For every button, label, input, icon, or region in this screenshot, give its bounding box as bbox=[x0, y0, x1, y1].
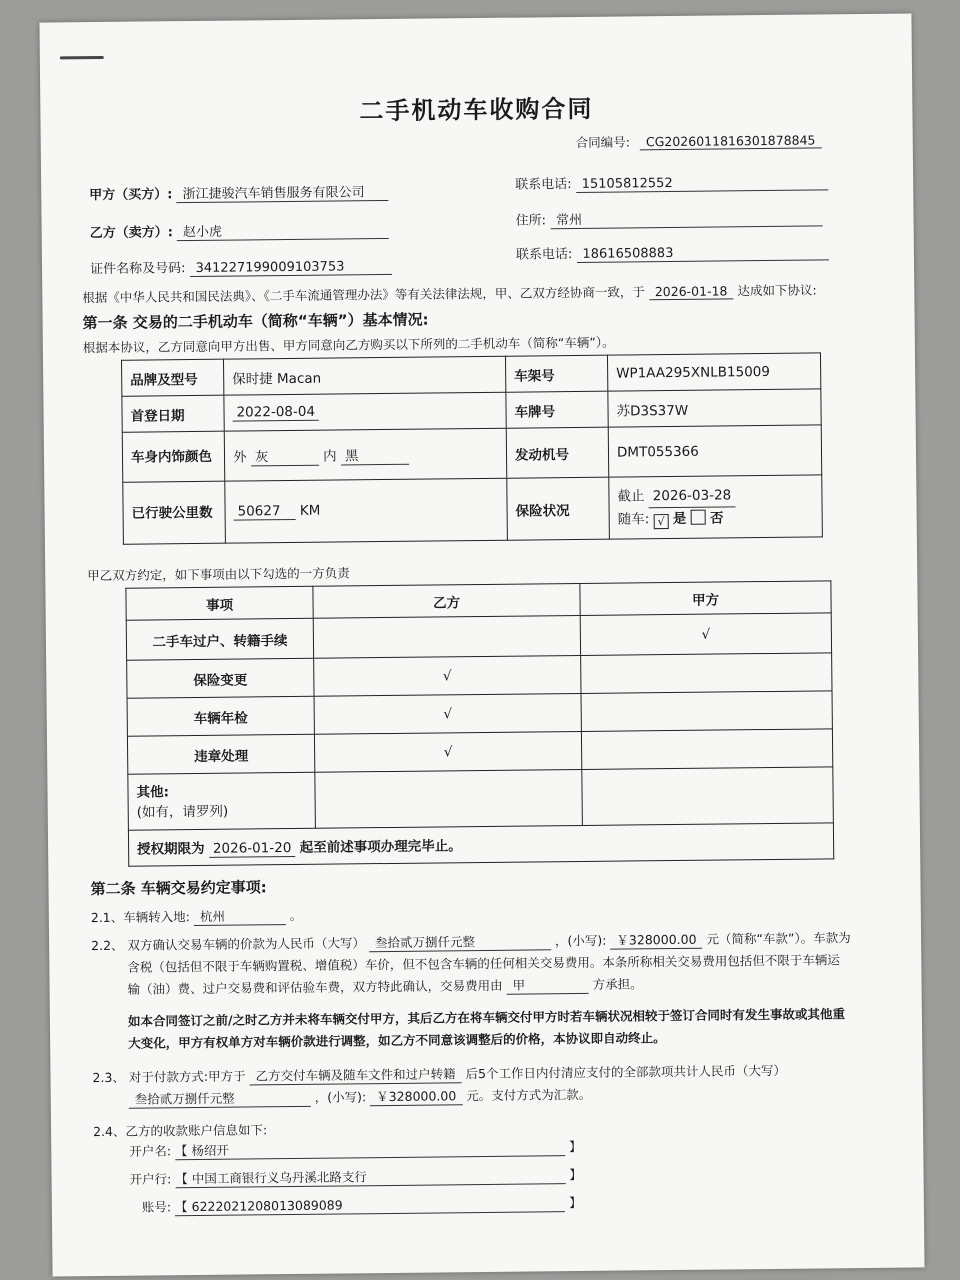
row-a-check bbox=[581, 653, 832, 694]
insurance-label: 保险状况 bbox=[507, 477, 610, 540]
col-party-a: 甲方 bbox=[580, 581, 831, 616]
deadline-date: 2026-01-20 bbox=[209, 840, 296, 858]
bank-row: 开户行: 【 中国工商银行义乌丹溪北路支行 】 bbox=[129, 1166, 582, 1187]
row-item: 违章处理 bbox=[127, 734, 314, 774]
engine-label: 发动机号 bbox=[506, 427, 609, 478]
price-upper: 叁拾贰万捌仟元整 bbox=[369, 931, 551, 952]
clause-2-3-line2: 叁拾贰万捌仟元整 ，(小写): ￥328000.00 元。支付方式为汇款。 bbox=[129, 1085, 592, 1109]
row-b-check: √ bbox=[314, 655, 581, 696]
row-a-check bbox=[581, 729, 832, 770]
party-b-id-row: 证件名称及号码: 341227199009103753 bbox=[90, 255, 392, 278]
vehicle-info-table bbox=[121, 352, 823, 544]
responsibility-table bbox=[125, 580, 834, 866]
contract-title: 二手机动车收购合同 bbox=[359, 94, 594, 126]
payment-lower: ￥328000.00 bbox=[370, 1086, 462, 1106]
plate-value: 苏D3S37W bbox=[608, 389, 821, 427]
color-label: 车身内饰颜色 bbox=[122, 431, 225, 482]
clause-2-2-line2: 含税（包括但不限于车辆购置税、增值税）车价，但不包含车辆的任何相关交易费用。本条所称相关交易费用包括但不限于车辆运 bbox=[127, 952, 840, 975]
party-a-row: 甲方（买方）: 浙江捷骏汽车销售服务有限公司 bbox=[89, 181, 389, 204]
col-party-b: 乙方 bbox=[313, 583, 580, 618]
party-b-row: 乙方（卖方）: 赵小虎 bbox=[90, 219, 390, 242]
price-lower: ￥328000.00 bbox=[610, 930, 702, 950]
brand-label: 品牌及型号 bbox=[121, 359, 223, 396]
reg-date-value: 2022-08-04 bbox=[232, 404, 319, 422]
clause-2-2-line1: 2.2、 双方确认交易车辆的价款为人民币（大写） 叁拾贰万捌仟元整 ，(小写): ￥328000.00 元（简称“车款”）。车款为 bbox=[91, 930, 851, 954]
row-b-check: √ bbox=[314, 731, 581, 772]
deadline-row: 授权期限为 2026-01-20 起至前述事项办理完毕止。 bbox=[128, 823, 833, 866]
row-item: 二手车过户、转籍手续 bbox=[126, 618, 313, 660]
adjustment-clause-line1: 如本合同签订之前/之时乙方并未将车辆交付甲方，其后乙方在将车辆交付甲方时若车辆状况相较于签订合同时有发生事故或其他重 bbox=[127, 1006, 846, 1029]
row-item: 车辆年检 bbox=[127, 696, 314, 736]
other-b bbox=[315, 769, 583, 828]
col-item: 事项 bbox=[126, 586, 313, 620]
clause-2-3-line1: 2.3、 对于付款方式:甲方于 乙方交付车辆及随车文件和过户转籍 后5个工作日内付清应支付的全部款项共计人民币（大写） bbox=[92, 1062, 787, 1086]
payment-upper: 叁拾贰万捌仟元整 bbox=[129, 1088, 311, 1109]
responsibility-intro: 甲乙双方约定，如下事项由以下勾选的一方负责 bbox=[87, 565, 350, 584]
destination: 杭州 bbox=[194, 906, 286, 926]
other-a bbox=[582, 767, 834, 826]
bank-name: 中国工商银行义乌丹溪北路支行 bbox=[191, 1169, 367, 1187]
insurance-until: 2026-03-28 bbox=[649, 484, 736, 508]
yes-checkbox: √ bbox=[653, 514, 668, 529]
color-cell: 外 灰 内 黑 bbox=[224, 428, 507, 481]
row-a-check: √ bbox=[580, 613, 831, 656]
account-name: 杨绍开 bbox=[191, 1142, 230, 1159]
plate-label: 车牌号 bbox=[506, 391, 608, 428]
vin-label: 车架号 bbox=[505, 355, 607, 392]
clause-2-2-line3: 输（油）费、过户交易费和评估验车费，双方特此确认，交易费用由 甲 方承担。 bbox=[127, 976, 643, 997]
engine-value: DMT055366 bbox=[608, 425, 822, 477]
payment-condition: 乙方交付车辆及随车文件和过户转籍 bbox=[249, 1064, 461, 1085]
row-b-check bbox=[313, 615, 580, 658]
mileage-label: 已行驶公里数 bbox=[123, 481, 226, 544]
brand-value: 保时捷 Macan bbox=[223, 356, 505, 395]
reg-date-cell bbox=[224, 392, 506, 431]
contract-paper bbox=[39, 13, 924, 1276]
mileage-cell: 50627 KM bbox=[225, 478, 508, 543]
mileage-value: 50627 bbox=[234, 503, 296, 521]
pen-mark bbox=[60, 56, 104, 59]
vin-value: WP1AA295XNLB15009 bbox=[607, 353, 820, 391]
article-1-heading: 第一条 交易的二手机动车（简称“车辆”）基本情况: bbox=[82, 310, 429, 333]
clause-2-4: 2.4、乙方的收款账户信息如下: bbox=[92, 1122, 268, 1140]
row-a-check bbox=[581, 691, 832, 732]
contract-number: 合同编号: CG2026011816301878845 bbox=[576, 130, 822, 151]
row-b-check: √ bbox=[314, 693, 581, 734]
party-b-address-row: 住所: 常州 bbox=[515, 206, 822, 229]
article-1-intro: 根据本协议，乙方同意向甲方出售、甲方同意向乙方购买以下所列的二手机动车（简称“车辆”）。 bbox=[82, 334, 615, 356]
fee-payer: 甲 bbox=[506, 975, 588, 995]
article-2-heading: 第二条 车辆交易约定事项: bbox=[90, 878, 267, 899]
adjustment-clause-line2: 大变化，甲方有权单方对车辆价款进行调整，如乙方不同意该调整后的价格，本协议即自动终止。 bbox=[128, 1030, 666, 1051]
insurance-cell: 截止 2026-03-28 随车: √ 是 否 bbox=[609, 475, 823, 539]
party-a-phone-row: 联系电话: 15105812552 bbox=[515, 170, 828, 193]
row-item: 保险变更 bbox=[127, 658, 314, 698]
exterior-color: 灰 bbox=[251, 445, 319, 467]
no-checkbox bbox=[691, 510, 706, 525]
account-name-row: 开户名: 【 杨绍开 】 bbox=[129, 1138, 582, 1159]
account-number: 6222021208013089089 bbox=[191, 1197, 343, 1215]
party-b-phone-row: 联系电话: 18616508883 bbox=[516, 240, 829, 263]
reg-date-label: 首登日期 bbox=[122, 395, 224, 432]
other-cell: 其他: (如有，请罗列) bbox=[128, 772, 316, 830]
clause-2-1: 2.1、车辆转入地: 杭州 。 bbox=[90, 907, 303, 926]
account-no-row: 账号: 【 6222021208013089089 】 bbox=[141, 1194, 582, 1215]
preamble: 根据《中华人民共和国民法典》、《二手车流通管理办法》等有关法律法规，甲、乙双方经协商一致，于 2026-01-18 达成如下协议: bbox=[82, 282, 817, 306]
interior-color: 黑 bbox=[341, 444, 409, 466]
